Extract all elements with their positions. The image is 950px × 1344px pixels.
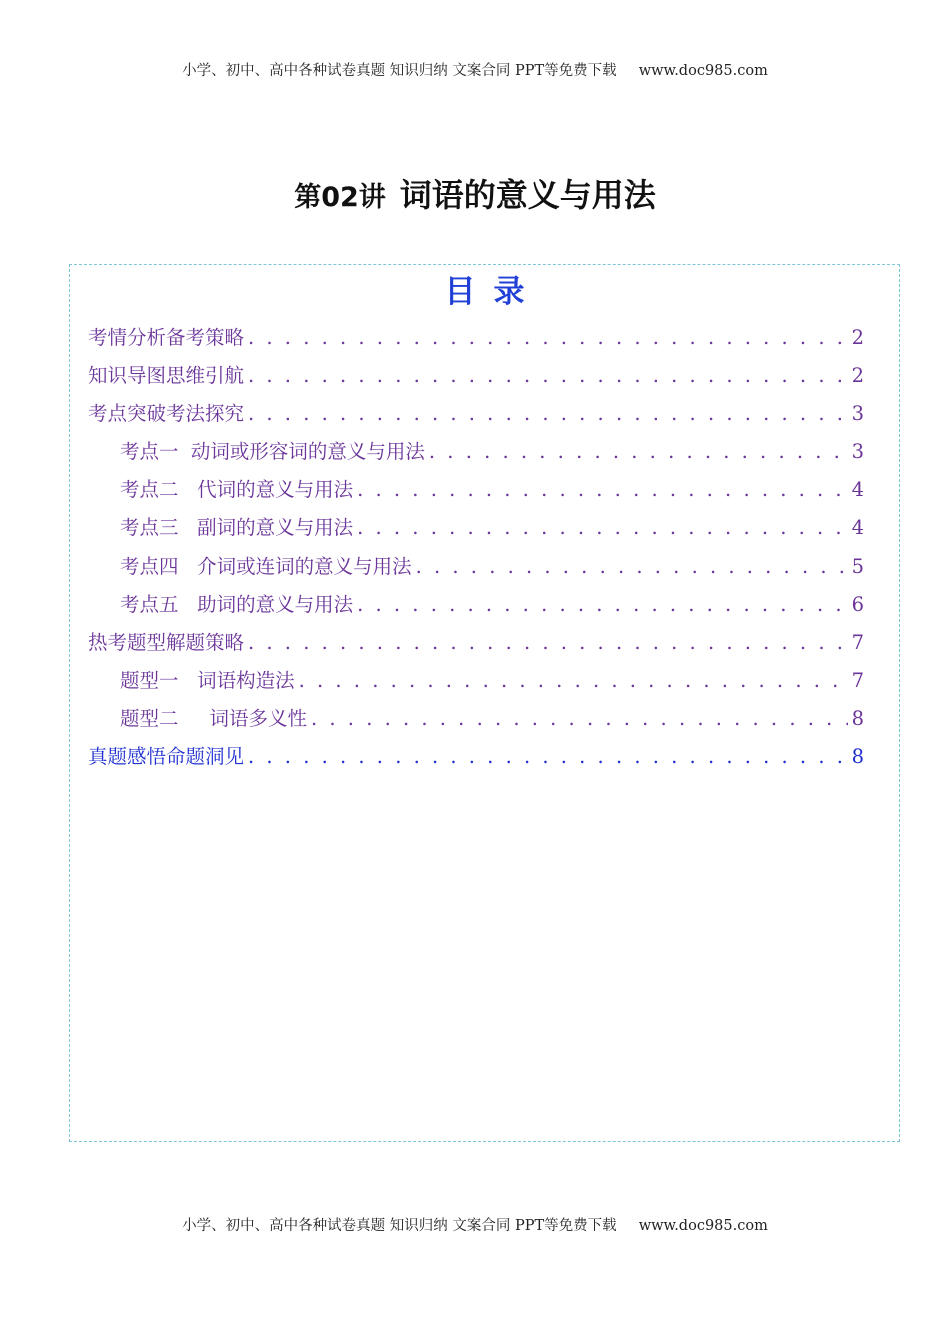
toc-leader-dots	[248, 326, 848, 349]
toc-entry-label: 题型一 词语构造法	[120, 668, 295, 692]
page-footer	[0, 1214, 950, 1235]
toc-entry-label: 考点突破考法探究	[88, 402, 245, 426]
footer-url[interactable]: www.doc985.com	[638, 1218, 768, 1234]
toc-subentry[interactable]	[88, 512, 864, 550]
toc-subentry[interactable]	[88, 551, 864, 589]
toc-subentry[interactable]	[88, 436, 864, 474]
toc-subentry[interactable]	[88, 665, 864, 703]
toc-entry[interactable]	[88, 360, 864, 398]
toc-entry-label: 知识导图思维引航	[88, 364, 245, 388]
toc-leader-dots	[299, 669, 848, 692]
toc-entry-page: 4	[851, 478, 864, 502]
toc-heading: 目录	[444, 274, 543, 310]
toc-leader-dots	[248, 402, 848, 425]
toc-entry-page: 8	[851, 745, 864, 769]
toc-entry[interactable]	[88, 322, 864, 360]
toc-entry-label: 热考题型解题策略	[88, 630, 245, 654]
toc-leader-dots	[416, 555, 848, 578]
document-title	[0, 170, 950, 216]
lecture-title: 词语的意义与用法	[399, 176, 656, 214]
toc-leader-dots	[357, 516, 847, 539]
toc-subentry[interactable]	[88, 703, 864, 741]
toc-leader-dots	[248, 745, 848, 768]
toc-leader-dots	[357, 478, 847, 501]
toc-subentry[interactable]	[88, 589, 864, 627]
toc-list	[88, 322, 864, 779]
footer-text: 小学、初中、高中各种试卷真题 知识归纳 文案合同 PPT等免费下载	[182, 1218, 617, 1234]
toc-entry[interactable]	[88, 627, 864, 665]
toc-entry[interactable]	[88, 741, 864, 779]
toc-entry-page: 2	[851, 326, 864, 349]
toc-entry-page: 3	[851, 440, 864, 464]
toc-leader-dots	[248, 631, 848, 654]
toc-entry-label: 考点五 助词的意义与用法	[120, 592, 354, 616]
toc-entry-page: 6	[851, 592, 864, 616]
toc-entry-label: 考点一 动词或形容词的意义与用法	[120, 440, 425, 464]
toc-leader-dots	[311, 707, 848, 730]
toc-leader-dots	[429, 440, 848, 463]
header-text: 小学、初中、高中各种试卷真题 知识归纳 文案合同 PPT等免费下载	[182, 63, 617, 79]
toc-entry-page: 7	[851, 630, 864, 654]
toc-entry-page: 8	[851, 706, 864, 730]
toc-entry[interactable]	[88, 398, 864, 436]
toc-leader-dots	[357, 593, 847, 616]
toc-entry-page: 4	[851, 516, 864, 540]
lecture-number: 第02讲	[294, 182, 386, 213]
toc-entry-label: 考点四 介词或连词的意义与用法	[120, 554, 412, 578]
toc-entry-label: 真题感悟命题洞见	[88, 745, 245, 769]
page-header	[0, 59, 950, 80]
toc-entry-page: 5	[851, 554, 864, 578]
toc-entry-page: 7	[851, 668, 864, 692]
toc-entry-page: 2	[851, 364, 864, 388]
toc-entry-page: 3	[851, 402, 864, 426]
toc-entry-label: 考点三 副词的意义与用法	[120, 516, 354, 540]
toc-leader-dots	[248, 364, 848, 387]
toc-entry-label: 题型二 词语多义性	[120, 706, 307, 730]
toc-entry-label: 考点二 代词的意义与用法	[120, 478, 354, 502]
header-url[interactable]: www.doc985.com	[638, 63, 768, 79]
toc-entry-label: 考情分析备考策略	[88, 326, 245, 349]
toc-subentry[interactable]	[88, 474, 864, 512]
